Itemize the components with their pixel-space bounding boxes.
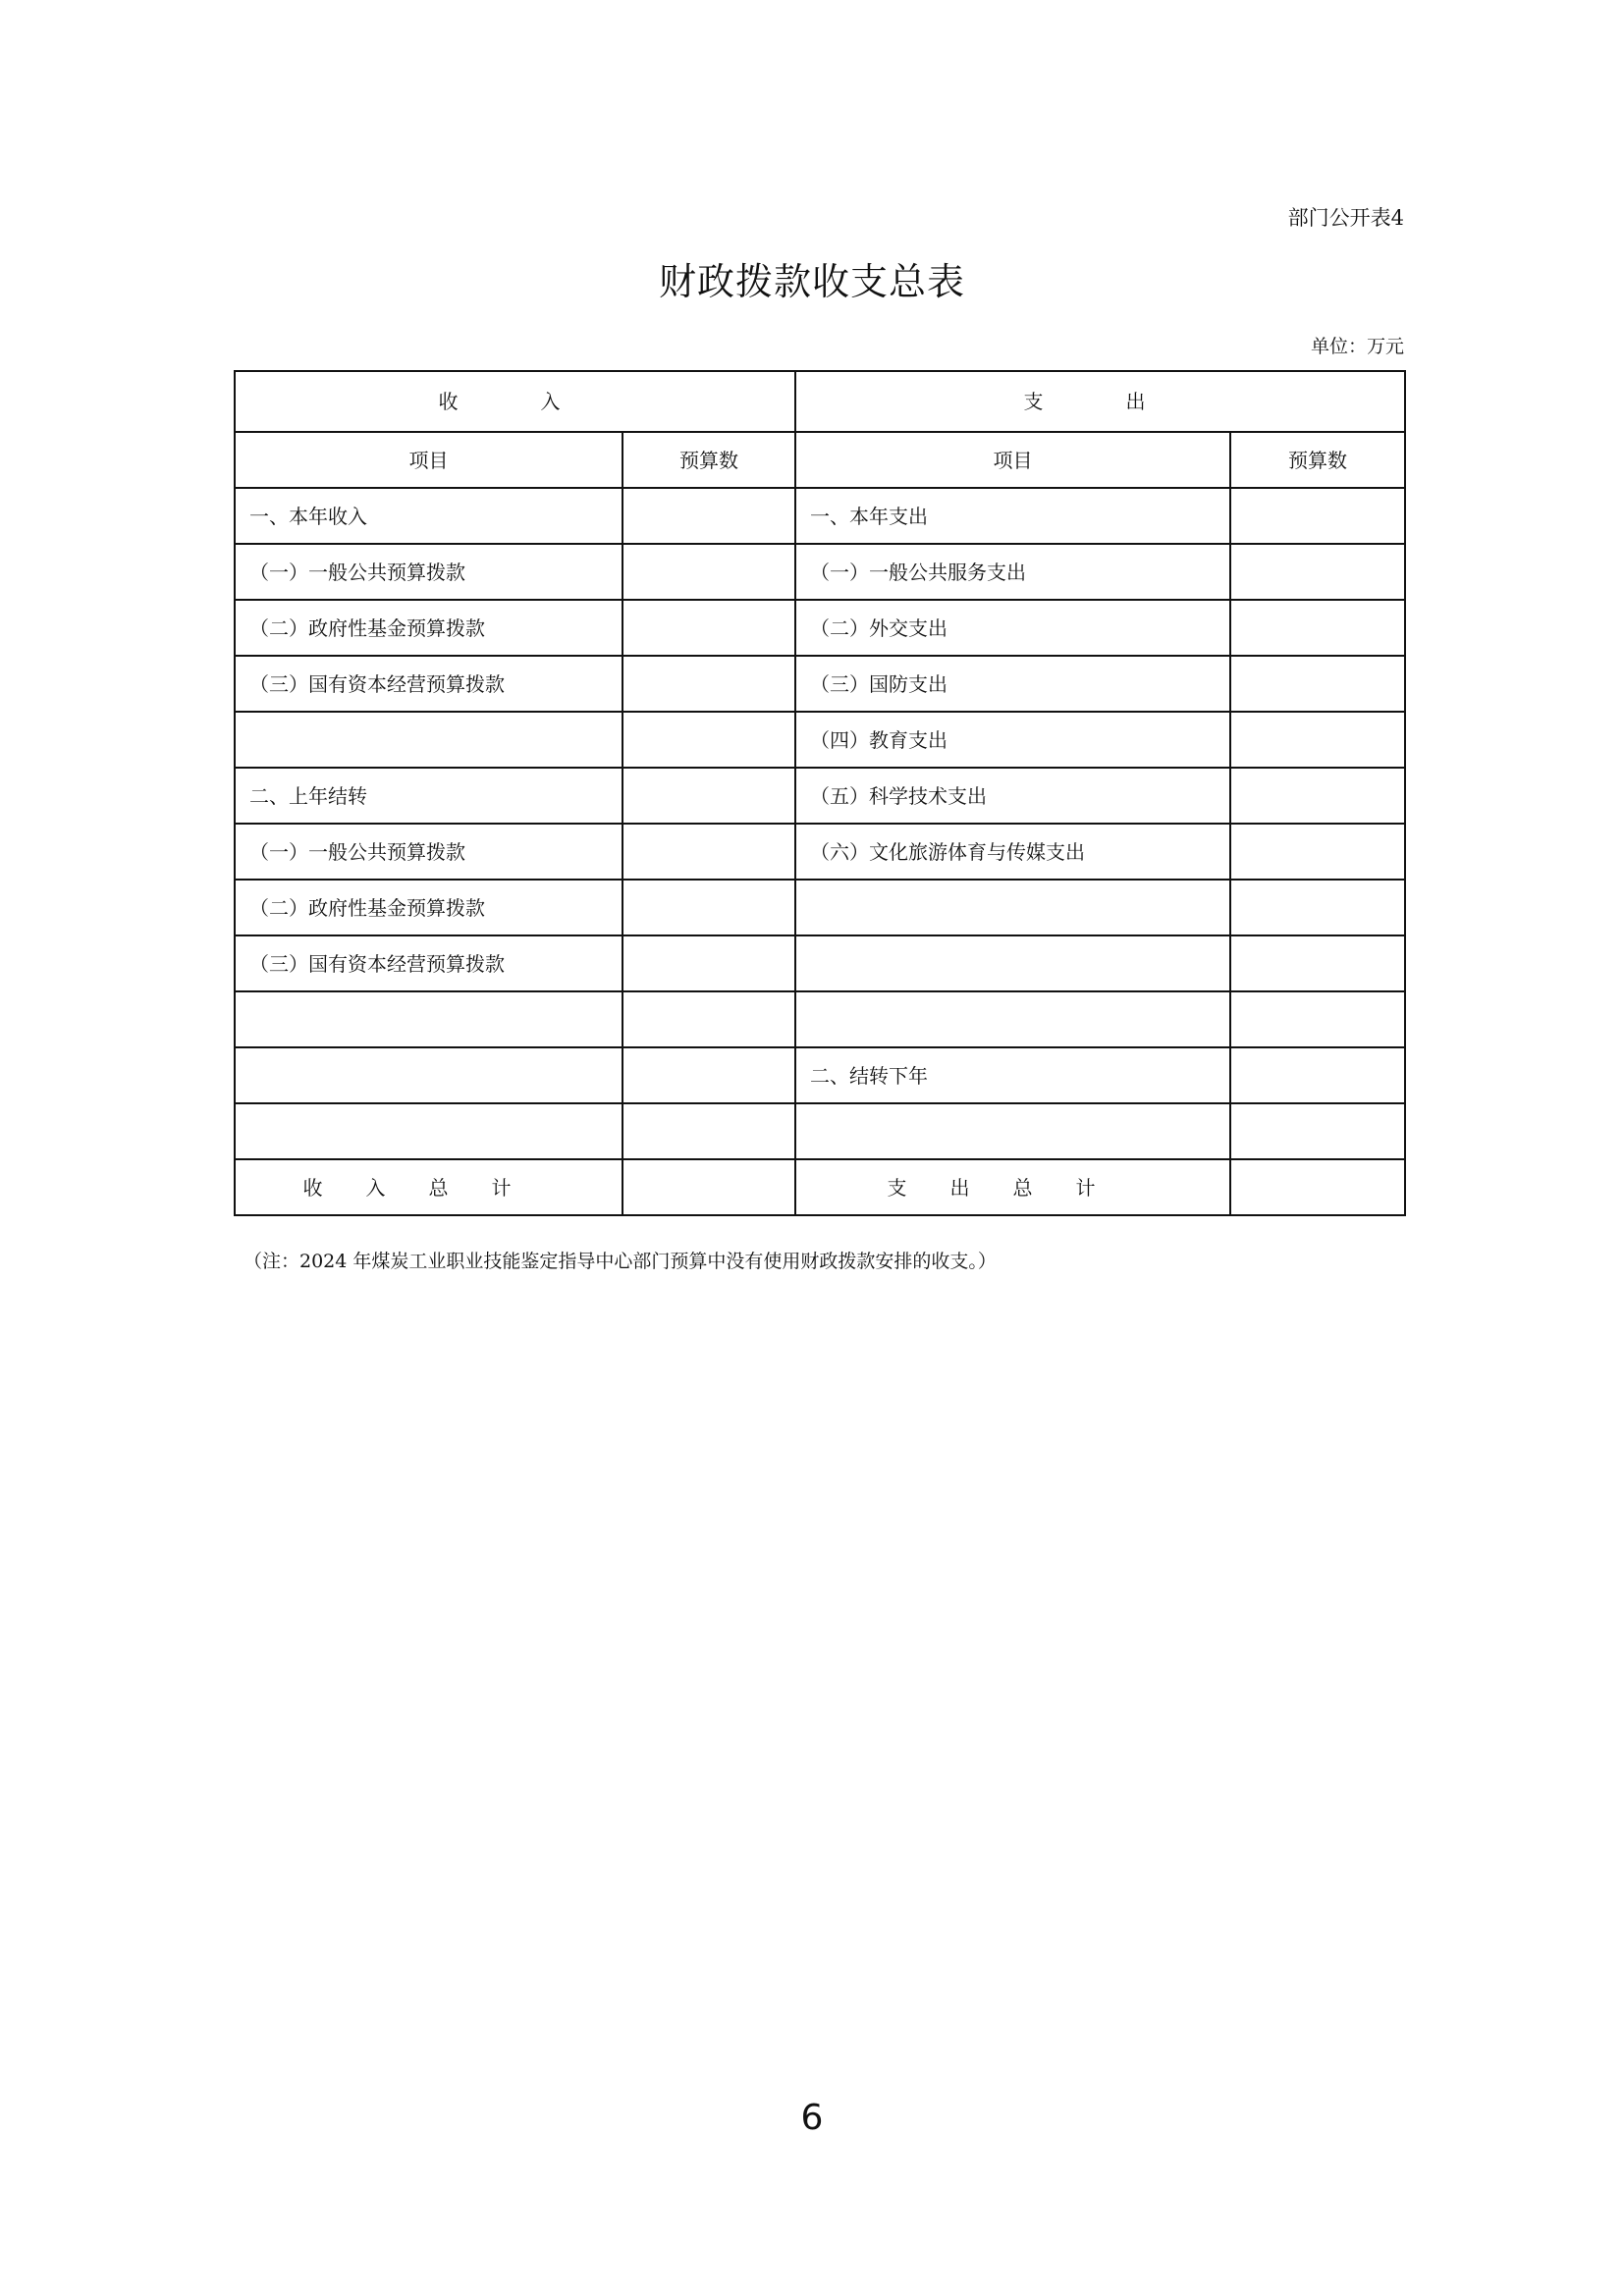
expense-amount-cell: [1230, 656, 1405, 712]
column-header-row: [235, 432, 1405, 488]
income-amount-cell: [623, 600, 795, 656]
expense-amount-cell: [1230, 768, 1405, 824]
income-item-cell: [235, 1047, 623, 1103]
income-group-header: 收 入: [235, 371, 795, 432]
form-id-label: 部门公开表4: [1287, 206, 1404, 230]
table-row: [235, 768, 1405, 824]
expense-group-header: 支 出: [795, 371, 1405, 432]
expense-item-cell: （三）国防支出: [795, 656, 1230, 712]
income-amount-cell: [623, 935, 795, 991]
income-amount-cell: [623, 712, 795, 768]
income-amount-cell: [623, 1103, 795, 1159]
income-total-label: 收入总计: [235, 1159, 623, 1215]
expense-amount-cell: [1230, 935, 1405, 991]
budget-summary-table: [234, 370, 1406, 1216]
income-amount-cell: [623, 768, 795, 824]
expense-item-cell: [795, 991, 1230, 1047]
expense-item-header: 项目: [795, 432, 1230, 488]
income-item-cell: [235, 712, 623, 768]
expense-item-cell: 二、结转下年: [795, 1047, 1230, 1103]
table-row: [235, 544, 1405, 600]
document-title: 财政拨款收支总表: [658, 260, 965, 303]
income-amount-cell: [623, 824, 795, 880]
income-amount-header: 预算数: [623, 432, 795, 488]
income-item-cell: （一）一般公共预算拨款: [235, 544, 623, 600]
expense-amount-header: 预算数: [1230, 432, 1405, 488]
expense-amount-cell: [1230, 824, 1405, 880]
income-item-header: 项目: [235, 432, 623, 488]
expense-amount-cell: [1230, 600, 1405, 656]
expense-item-cell: [795, 1103, 1230, 1159]
totals-row: [235, 1159, 1405, 1215]
table-row: [235, 712, 1405, 768]
expense-amount-cell: [1230, 880, 1405, 935]
income-item-cell: （三）国有资本经营预算拨款: [235, 656, 623, 712]
expense-item-cell: （二）外交支出: [795, 600, 1230, 656]
group-header-row: [235, 371, 1405, 432]
income-amount-cell: [623, 880, 795, 935]
expense-amount-cell: [1230, 991, 1405, 1047]
page-number: 6: [800, 2098, 824, 2138]
income-item-cell: 二、上年结转: [235, 768, 623, 824]
footnote: （注：2024 年煤炭工业职业技能鉴定指导中心部门预算中没有使用财政拨款安排的收支。）: [244, 1251, 997, 1272]
table-row: [235, 824, 1405, 880]
expense-item-cell: [795, 935, 1230, 991]
income-item-cell: （一）一般公共预算拨款: [235, 824, 623, 880]
expense-amount-cell: [1230, 712, 1405, 768]
table-row: [235, 1103, 1405, 1159]
income-amount-cell: [623, 656, 795, 712]
income-item-cell: （三）国有资本经营预算拨款: [235, 935, 623, 991]
income-item-cell: 一、本年收入: [235, 488, 623, 544]
table-row: [235, 600, 1405, 656]
expense-total-amount: [1230, 1159, 1405, 1215]
income-amount-cell: [623, 544, 795, 600]
expense-item-cell: [795, 880, 1230, 935]
income-amount-cell: [623, 991, 795, 1047]
expense-item-cell: （一）一般公共服务支出: [795, 544, 1230, 600]
unit-label: 单位：万元: [1310, 336, 1404, 357]
income-amount-cell: [623, 1047, 795, 1103]
income-amount-cell: [623, 488, 795, 544]
expense-amount-cell: [1230, 1047, 1405, 1103]
table-row: [235, 656, 1405, 712]
expense-item-cell: （四）教育支出: [795, 712, 1230, 768]
income-item-cell: （二）政府性基金预算拨款: [235, 600, 623, 656]
expense-item-cell: 一、本年支出: [795, 488, 1230, 544]
income-item-cell: （二）政府性基金预算拨款: [235, 880, 623, 935]
expense-total-label: 支出总计: [795, 1159, 1230, 1215]
expense-item-cell: （六）文化旅游体育与传媒支出: [795, 824, 1230, 880]
expense-amount-cell: [1230, 544, 1405, 600]
expense-amount-cell: [1230, 488, 1405, 544]
table-row: [235, 1047, 1405, 1103]
table-row: [235, 935, 1405, 991]
expense-item-cell: （五）科学技术支出: [795, 768, 1230, 824]
expense-amount-cell: [1230, 1103, 1405, 1159]
income-item-cell: [235, 1103, 623, 1159]
table-row: [235, 991, 1405, 1047]
income-total-amount: [623, 1159, 795, 1215]
table-row: [235, 880, 1405, 935]
income-item-cell: [235, 991, 623, 1047]
table-row: [235, 488, 1405, 544]
